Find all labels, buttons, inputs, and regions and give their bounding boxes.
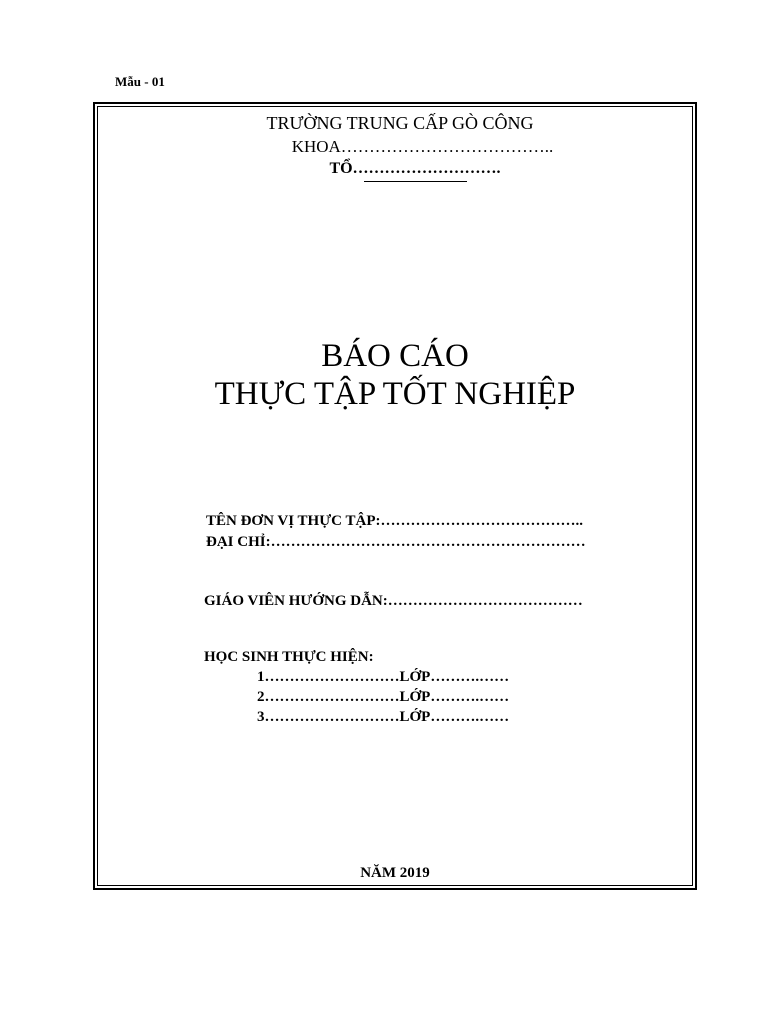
report-year: NĂM 2019 xyxy=(360,865,430,881)
internship-unit-field: TÊN ĐƠN VỊ THỰC TẬP:………………………………….. xyxy=(206,513,583,529)
address-field: ĐẠI CHỈ:……………………………………………………… xyxy=(206,534,586,550)
student-line-2: 2………………………LỚP……….…… xyxy=(257,689,510,705)
school-name: TRƯỜNG TRUNG CẤP GÒ CÔNG xyxy=(266,113,534,133)
student-line-3: 3………………………LỚP……….…… xyxy=(257,709,510,725)
header-underline xyxy=(364,181,467,182)
group-line: TỔ………………………. xyxy=(329,160,501,177)
report-subtitle: THỰC TẬP TỐT NGHIỆP xyxy=(214,376,576,412)
form-code: Mẫu - 01 xyxy=(115,74,165,89)
department-line: KHOA……………………………….. xyxy=(291,137,554,156)
student-line-1: 1………………………LỚP……….…… xyxy=(257,669,510,685)
students-label: HỌC SINH THỰC HIỆN: xyxy=(204,649,374,665)
advisor-field: GIÁO VIÊN HƯỚNG DẪN:………………………………… xyxy=(204,593,583,609)
report-title: BÁO CÁO xyxy=(321,338,469,374)
page-border-inner xyxy=(97,106,693,886)
